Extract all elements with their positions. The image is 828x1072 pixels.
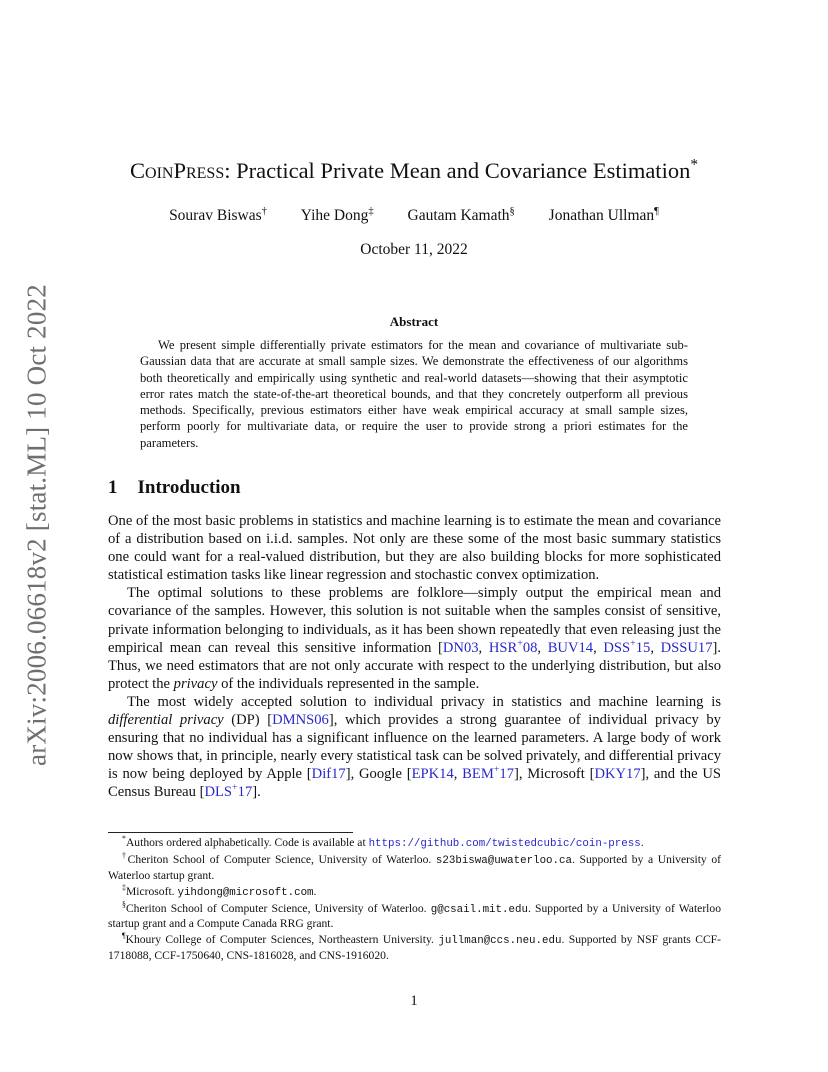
paper-title (0, 158, 828, 184)
email: jullman@ccs.neu.edu (438, 935, 562, 947)
abstract-text: We present simple differentially private estimators for the mean and covariance of multivariate sub-Gaussian data that are accurate at small sample sizes. We demonstrate the effectiveness of our algorithms both theoretically and empirically using synthetic and real-world datasets—showing that their asymptotic error rates match the state-of-the-art theoretical bounds, and that they concretely outperform all previous methods. Specifically, previous estimators either have weak empirical accuracy at small sample sizes, perform poorly for multivariate data, or require the user to provide strong a priori estimates for the parameters. (140, 338, 688, 450)
author: Sourav Biswas† (169, 205, 267, 224)
abstract-heading: Abstract (389, 314, 439, 329)
footnote: ‡Microsoft. yihdong@microsoft.com. (122, 882, 317, 899)
emphasis-privacy: privacy (173, 675, 218, 692)
email: s23biswa@uwaterloo.ca (435, 855, 572, 867)
citation-link[interactable]: DMNS06 (272, 712, 329, 729)
citation-link[interactable]: DN03 (442, 639, 479, 656)
footnote: ¶Khoury College of Computer Sciences, Northeastern University. jullman@ccs.neu.edu. Supported by NSF grants CCF-1718088, CCF-1750640, CNS-1816028, and CNS-1916020. (108, 931, 721, 962)
paragraph: The optimal solutions to these problems are folklore—simply output the empirical mean and covariance of the samples. However, this solution is not suitable when the samples consist of sensitive, private information belonging to individuals, as it has been shown repeatedly that even releasing just the empirical mean can reveal this sensitive information [DN03, HSR+08, BUV14, DSS+15, DSSU17]. Thus, we need estimators that are not only accurate with respect to the underlying distribution, but also protect the privacy of the individuals represented in the sample. (108, 585, 722, 692)
section-heading (108, 477, 241, 499)
citation-link[interactable]: DSS+15 (603, 637, 651, 656)
publication-date: October 11, 2022 (360, 241, 468, 258)
footnotes (108, 836, 721, 965)
emphasis-dp: differential privacy (108, 712, 224, 729)
paragraph: One of the most basic problems in statistics and machine learning is to estimate the mean and covariance of a distribution based on i.i.d. samples. Not only are these some of the most basic summary statistics one could want for a real-valued distribution, but they are also building blocks for more sophisticated statistical estimation tasks like linear regression and stochastic convex optimization. (108, 513, 721, 584)
arxiv-identifier: arXiv:2006.06618v2 [stat.ML] 10 Oct 2022 (21, 284, 52, 766)
footnote: *Authors ordered alphabetically. Code is available at https://github.com/twistedcubic/coin-press. (122, 834, 644, 850)
footnote: †Cheriton School of Computer Science, University of Waterloo. s23biswa@uwaterloo.ca. Supported by a University of Waterloo startup grant. (108, 851, 721, 882)
citation-link[interactable]: DSSU17 (660, 639, 713, 656)
paragraph: The most widely accepted solution to individual privacy in statistics and machine learning is differential privacy (DP) [DMNS06], which provides a strong guarantee of individual privacy by ensuring that no individual has a significant influence on the learned parameters. A large body of work now shows that, in principle, nearly every statistical task can be solved privately, and differential privacy is now being deployed by Apple [Dif17], Google [EPK14, BEM+17], Microsoft [DKY17], and the US Census Bureau [DLS+17]. (108, 693, 721, 801)
citation-link[interactable]: HSR+08 (488, 637, 538, 656)
footnote-divider (108, 832, 353, 833)
citation-link[interactable]: Dif17 (311, 766, 346, 783)
citation-link[interactable]: EPK14 (411, 766, 454, 783)
section-title: Introduction (137, 477, 241, 498)
title-footnote-mark: * (690, 156, 698, 174)
email: yihdong@microsoft.com (177, 886, 314, 899)
footnote: §Cheriton School of Computer Science, University of Waterloo. g@csail.mit.edu. Supported by a University of Waterloo startup grant and a Compute Canada RRG grant. (108, 899, 721, 930)
arxiv-sidebar (22, 280, 52, 770)
section-number: 1 (108, 477, 118, 498)
title-system-name: CoinPress (130, 158, 225, 183)
page-number: 1 (410, 993, 418, 1009)
citation-link[interactable]: BUV14 (547, 639, 594, 656)
citation-link[interactable]: DLS+17 (204, 782, 253, 801)
title-rest: : Practical Private Mean and Covariance Estimation (224, 158, 691, 183)
author: Jonathan Ullman¶ (548, 205, 659, 224)
author: Gautam Kamath§ (407, 205, 515, 224)
email: g@csail.mit.edu (430, 903, 528, 916)
author-list (0, 207, 828, 225)
body-text (108, 512, 721, 802)
citation-link[interactable]: BEM+17 (462, 764, 514, 783)
code-url-link[interactable]: https://github.com/twistedcubic/coin-press (368, 838, 641, 850)
author: Yihe Dong‡ (300, 205, 374, 224)
citation-link[interactable]: DKY17 (594, 766, 641, 783)
